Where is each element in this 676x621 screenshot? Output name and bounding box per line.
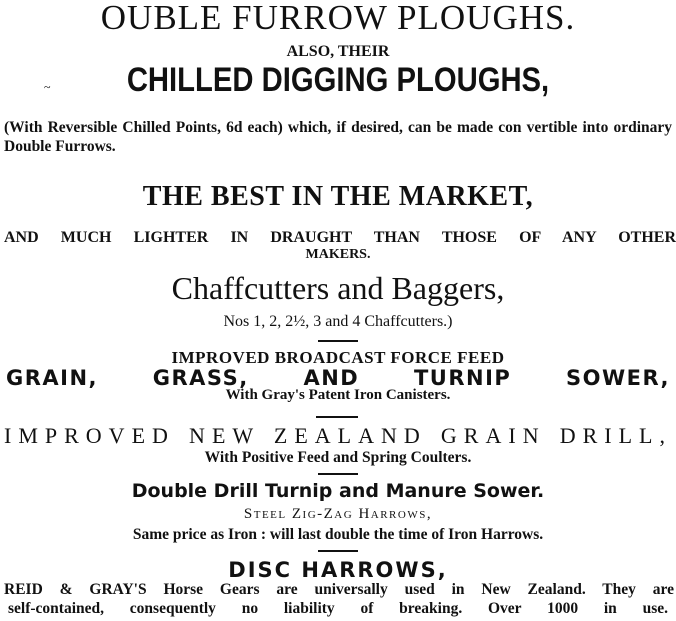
disc-harrows-heading: DISC HARROWS, (228, 558, 448, 582)
section-divider-1 (318, 340, 358, 342)
grain-drill-heading: IMPROVED NEW ZEALAND GRAIN DRILL, (4, 423, 672, 448)
sower-word: GRAIN, (6, 366, 99, 390)
section-divider-4 (318, 550, 358, 552)
best-in-market-heading: THE BEST IN THE MARKET, (142, 181, 534, 212)
sower-word: AND (303, 366, 360, 390)
section-divider-3 (318, 473, 358, 475)
chaffcutters-heading: Chaffcutters and Baggers, (171, 270, 505, 306)
section-divider-2 (316, 416, 358, 418)
chilled-ploughs-description: (With Reversible Chilled Points, 6d each) which, if desired, can be made con vertible into ordinary Double Furrows. (4, 119, 672, 155)
sower-word: TURNIP (413, 366, 512, 390)
grain-drill-detail: With Positive Feed and Spring Coulters. (204, 449, 472, 466)
grays-canisters-note: With Gray's Patent Iron Canisters. (225, 387, 451, 403)
lighter-draught-line-1: AND MUCH LIGHTER IN DRAUGHT THAN THOSE OF ANY OTHER (4, 229, 676, 246)
sower-word: SOWER, (566, 366, 671, 390)
chilled-ploughs-heading: CHILLED DIGGING PLOUGHS, (126, 61, 550, 99)
chaffcutters-sizes: Nos 1, 2, 2½, 3 and 4 Chaffcutters.) (223, 313, 453, 330)
broadcast-sower-heading: IMPROVED BROADCAST FORCE FEED (171, 348, 505, 367)
turnip-manure-sower-heading: Double Drill Turnip and Manure Sower. (131, 480, 545, 502)
sower-word: GRASS, (152, 366, 249, 390)
grain-grass-turnip-sower-heading (6, 368, 670, 389)
lighter-draught-line-2: MAKERS. (305, 247, 371, 262)
header-title: OUBLE FURROW PLOUGHS. (100, 0, 576, 37)
harrows-price-note: Same price as Iron : will last double the time of Iron Harrows. (132, 526, 544, 543)
steel-harrows-heading: Steel Zig-Zag Harrows, (243, 506, 433, 522)
also-their-label: ALSO, THEIR (286, 43, 390, 60)
horse-gears-line-1: REID & GRAY'S Horse Gears are universally used in New Zealand. They are (4, 581, 674, 598)
horse-gears-line-2: self-contained, consequently no liability of breaking. Over 1000 in use. (8, 600, 668, 617)
print-speck: ~ (44, 80, 51, 94)
